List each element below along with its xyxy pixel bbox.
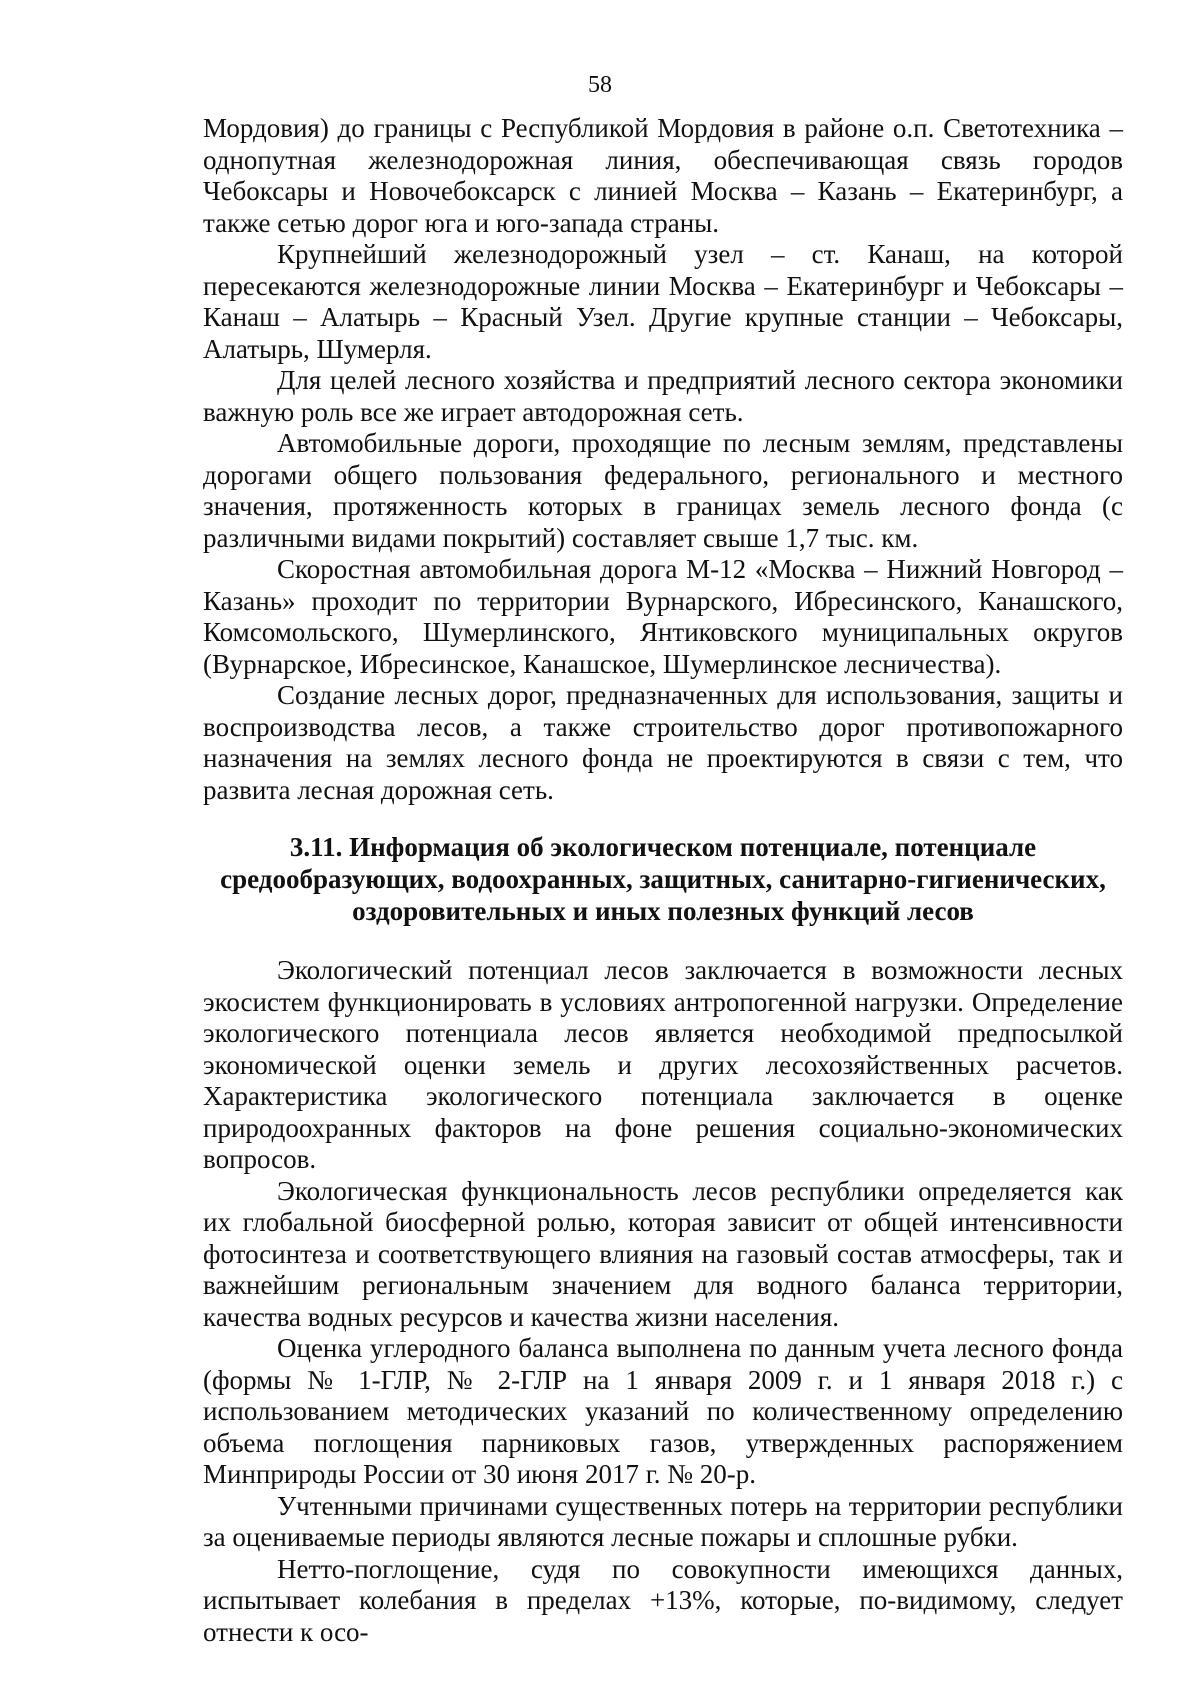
paragraph: Экологическая функциональность лесов республики определяется как их глобальной биосферной ролью, которая зависит от общей интенсивности фотосинтеза и соответствующего влияния на газовый состав атмосферы, так и важнейшим региональным значением для водного баланса территории, качества водных ресурсов и качества жизни населения. [203,1175,1123,1332]
paragraph: Мордовия) до границы с Республикой Мордовия в районе о.п. Светотехника – однопутная железнодорожная линия, обеспечивающая связь городов Чебоксары и Новочебоксарск с линией Москва – Казань – Екатеринбург, а также сетью дорог юга и юго-запада страны. [203,113,1123,238]
section-heading-line: средообразующих, водоохранных, защитных, санитарно-гигиенических, [220,864,1106,894]
paragraph: Создание лесных дорог, предназначенных для использования, защиты и воспроизводства лесов, а также строительство дорог противопожарного назначения на землях лесного фонда не проектируются в связи с тем, что развита лесная дорожная сеть. [203,680,1123,805]
section-heading-line: оздоровительных и иных полезных функций лесов [352,896,974,926]
page-number: 58 [588,72,612,98]
section-heading-line: 3.11. Информация об экологическом потенциале, потенциале [289,832,1037,862]
section-heading [203,831,1123,927]
paragraph: Крупнейший железнодорожный узел – ст. Канаш, на которой пересекаются железнодорожные линии Москва – Екатеринбург и Чебоксары – Канаш – Алатырь – Красный Узел. Другие крупные станции – Чебоксары, Алатырь, Шумерля. [203,239,1123,364]
paragraph: Оценка углеродного баланса выполнена по данным учета лесного фонда (формы № 1-ГЛР, № 2-ГЛР на 1 января 2009 г. и 1 января 2018 г.) с использованием методических указаний по количественному определению объема поглощения парниковых газов, утвержденных распоряжением Минприроды России от 30 июня 2017 г. № 20-р. [203,1333,1123,1489]
paragraph: Скоростная автомобильная дорога М-12 «Москва – Нижний Новгород – Казань» проходит по территории Вурнарского, Ибресинского, Канашского, Комсомольского, Шумерлинского, Янтиковского муниципальных округов (Вурнарское, Ибресинское, Канашское, Шумерлинское лесничества). [203,554,1123,679]
paragraph: Нетто-поглощение, судя по совокупности имеющихся данных, испытывает колебания в пределах +13%, которые, по-видимому, следует отнести к осо- [203,1553,1123,1647]
transport-section-text [203,113,1123,806]
paragraph: Для целей лесного хозяйства и предприятий лесного сектора экономики важную роль все же играет автодорожная сеть. [203,365,1123,427]
paragraph: Учтенными причинами существенных потерь на территории республики за оцениваемые периоды являются лесные пожары и сплошные рубки. [203,1490,1123,1552]
paragraph: Автомобильные дороги, проходящие по лесным землям, представлены дорогами общего пользования федерального, регионального и местного значения, протяженность которых в границах земель лесного фонда (с различными видами покрытий) составляет свыше 1,7 тыс. км. [203,428,1123,553]
paragraph: Экологический потенциал лесов заключается в возможности лесных экосистем функционировать в условиях антропогенной нагрузки. Определение экологического потенциала лесов является необходимой предпосылкой экономической оценки земель и других лесохозяйственных расчетов. Характеристика экологического потенциала заключается в оценке природоохранных факторов на фоне решения социально-экономических вопросов. [203,955,1123,1174]
ecology-section-text [203,955,1123,1648]
